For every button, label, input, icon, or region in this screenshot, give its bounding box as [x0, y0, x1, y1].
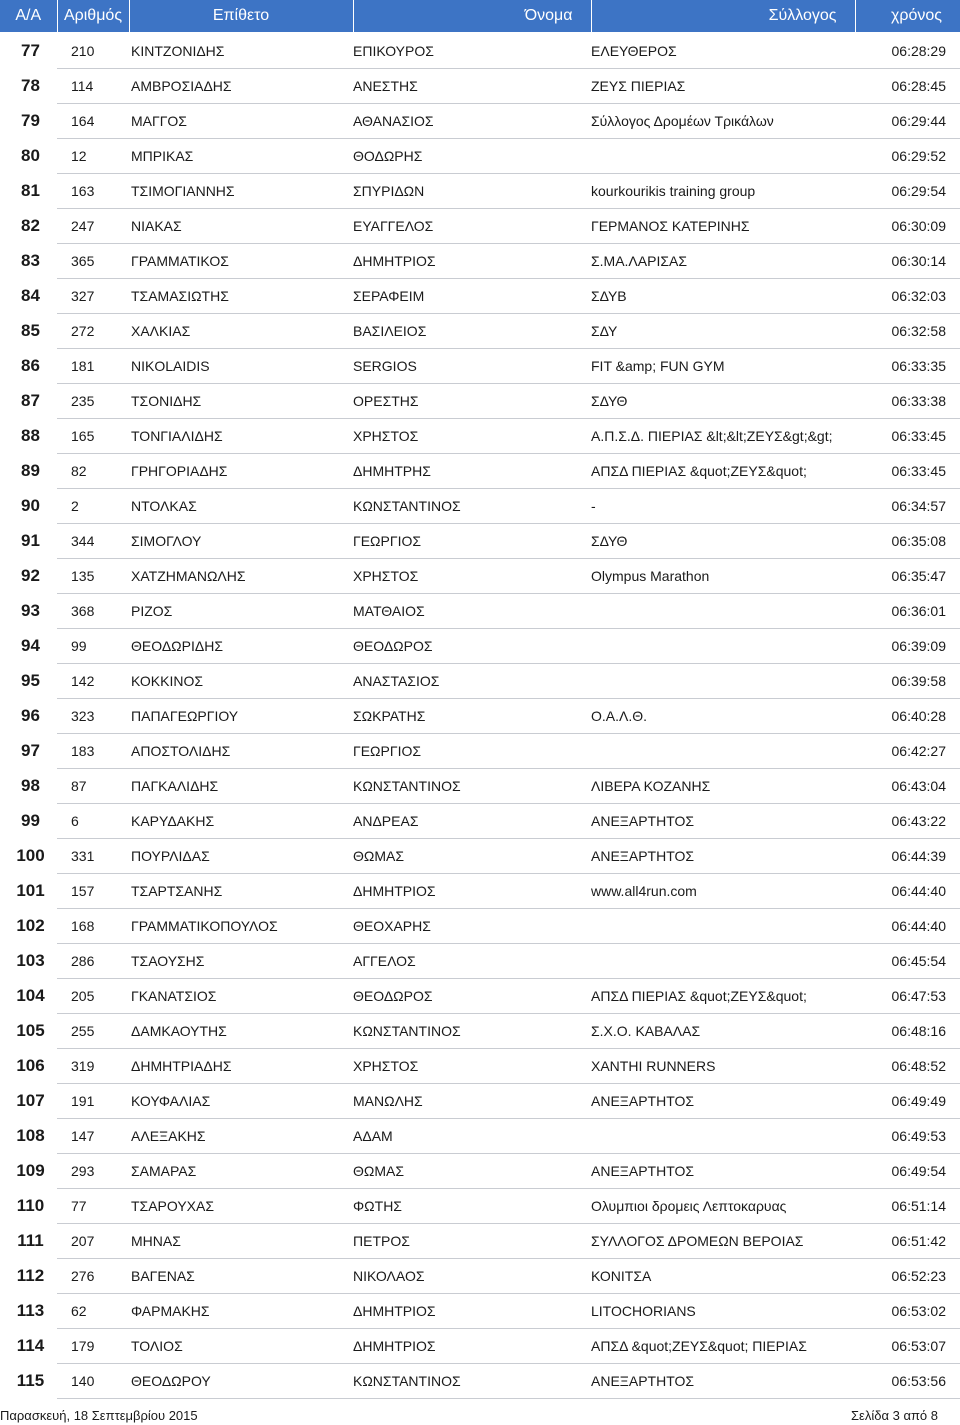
cell-firstname: ΑΝΑΣΤΑΣΙΟΣ — [353, 664, 591, 699]
cell-finish-time: 06:39:09 — [855, 629, 960, 664]
cell-bib-number: 135 — [57, 559, 129, 594]
table-row — [0, 454, 960, 489]
cell-club: FIT &amp; FUN GYM — [591, 349, 855, 384]
cell-bib-number: 272 — [57, 314, 129, 349]
table-row — [0, 349, 960, 384]
cell-surname: ΘΕΟΔΩΡΟΥ — [129, 1364, 353, 1399]
cell-surname: ΝΤΟΛΚΑΣ — [129, 489, 353, 524]
header-row — [0, 0, 960, 32]
cell-position: 81 — [21, 181, 40, 200]
table-row — [0, 104, 960, 139]
cell-position: 100 — [16, 846, 45, 865]
cell-club: Σ.Χ.Ο. ΚΑΒΑΛΑΣ — [591, 1014, 855, 1049]
cell-club: XANTHI RUNNERS — [591, 1049, 855, 1084]
table-row — [0, 944, 960, 979]
table-row — [0, 1294, 960, 1329]
cell-firstname: ΔΗΜΗΤΡΙΟΣ — [353, 874, 591, 909]
cell-finish-time: 06:44:40 — [855, 874, 960, 909]
col-header-bib-number: Αριθμός — [57, 0, 129, 32]
cell-bib-number: 344 — [57, 524, 129, 559]
cell-position: 111 — [17, 1231, 44, 1250]
cell-finish-time: 06:51:14 — [855, 1189, 960, 1224]
table-row — [0, 69, 960, 104]
cell-finish-time: 06:33:45 — [855, 419, 960, 454]
cell-club — [591, 1119, 855, 1154]
cell-club: Σ.ΜΑ.ΛΑΡΙΣΑΣ — [591, 244, 855, 279]
cell-bib-number: 2 — [57, 489, 129, 524]
cell-finish-time: 06:30:09 — [855, 209, 960, 244]
cell-finish-time: 06:32:58 — [855, 314, 960, 349]
cell-finish-time: 06:33:38 — [855, 384, 960, 419]
cell-club: ΚΟΝΙΤΣΑ — [591, 1259, 855, 1294]
table-row — [0, 699, 960, 734]
cell-surname: ΑΜΒΡΟΣΙΑΔΗΣ — [129, 69, 353, 104]
cell-position: 85 — [21, 321, 40, 340]
cell-finish-time: 06:53:56 — [855, 1364, 960, 1399]
cell-club: ΑΝΕΞΑΡΤΗΤΟΣ — [591, 839, 855, 874]
cell-firstname: ΘΕΟΔΩΡΟΣ — [353, 629, 591, 664]
cell-firstname: ΒΑΣΙΛΕΙΟΣ — [353, 314, 591, 349]
cell-club: ΖΕΥΣ ΠΙΕΡΙΑΣ — [591, 69, 855, 104]
cell-position: 102 — [16, 916, 45, 935]
cell-finish-time: 06:34:57 — [855, 489, 960, 524]
cell-firstname: ΠΕΤΡΟΣ — [353, 1224, 591, 1259]
table-row — [0, 1224, 960, 1259]
cell-finish-time: 06:48:16 — [855, 1014, 960, 1049]
cell-finish-time: 06:43:22 — [855, 804, 960, 839]
cell-firstname: ΔΗΜΗΤΡΙΟΣ — [353, 1329, 591, 1364]
cell-position: 94 — [21, 636, 40, 655]
table-row — [0, 1049, 960, 1084]
cell-bib-number: 255 — [57, 1014, 129, 1049]
cell-position: 110 — [16, 1196, 45, 1215]
cell-firstname: ΑΓΓΕΛΟΣ — [353, 944, 591, 979]
cell-club: ΑΝΕΞΑΡΤΗΤΟΣ — [591, 1084, 855, 1119]
cell-finish-time: 06:32:03 — [855, 279, 960, 314]
table-row — [0, 734, 960, 769]
cell-club — [591, 664, 855, 699]
table-row — [0, 244, 960, 279]
cell-surname: ΤΣΑΡΤΣΑΝΗΣ — [129, 874, 353, 909]
cell-surname: ΤΟΛΙΟΣ — [129, 1329, 353, 1364]
table-row — [0, 489, 960, 524]
cell-finish-time: 06:49:49 — [855, 1084, 960, 1119]
cell-finish-time: 06:30:14 — [855, 244, 960, 279]
cell-position: 80 — [21, 146, 40, 165]
cell-finish-time: 06:42:27 — [855, 734, 960, 769]
cell-firstname: ΑΝΔΡΕΑΣ — [353, 804, 591, 839]
cell-bib-number: 179 — [57, 1329, 129, 1364]
cell-surname: ΤΟΝΓΙΑΛΙΔΗΣ — [129, 419, 353, 454]
cell-finish-time: 06:53:07 — [855, 1329, 960, 1364]
cell-bib-number: 140 — [57, 1364, 129, 1399]
cell-firstname: ΔΗΜΗΤΡΗΣ — [353, 454, 591, 489]
cell-surname: ΧΑΛΚΙΑΣ — [129, 314, 353, 349]
cell-firstname: ΑΘΑΝΑΣΙΟΣ — [353, 104, 591, 139]
table-row — [0, 279, 960, 314]
cell-firstname: ΘΟΔΩΡΗΣ — [353, 139, 591, 174]
table-row — [0, 594, 960, 629]
cell-finish-time: 06:40:28 — [855, 699, 960, 734]
cell-position: 91 — [21, 531, 40, 550]
cell-position: 103 — [16, 951, 45, 970]
table-row — [0, 1259, 960, 1294]
table-row — [0, 384, 960, 419]
cell-surname: ΤΣΑΡΟΥΧΑΣ — [129, 1189, 353, 1224]
cell-surname: ΣΙΜΟΓΛΟΥ — [129, 524, 353, 559]
cell-position: 114 — [16, 1336, 45, 1355]
cell-club: ΣΔΥΒ — [591, 279, 855, 314]
cell-position: 98 — [21, 776, 40, 795]
cell-finish-time: 06:47:53 — [855, 979, 960, 1014]
cell-club: ΑΝΕΞΑΡΤΗΤΟΣ — [591, 1154, 855, 1189]
cell-bib-number: 365 — [57, 244, 129, 279]
cell-surname: ΧΑΤΖΗΜΑΝΩΛΗΣ — [129, 559, 353, 594]
cell-bib-number: 207 — [57, 1224, 129, 1259]
cell-finish-time: 06:29:54 — [855, 174, 960, 209]
table-row — [0, 174, 960, 209]
cell-club: kourkourikis training group — [591, 174, 855, 209]
cell-bib-number: 62 — [57, 1294, 129, 1329]
cell-firstname: ΘΩΜΑΣ — [353, 1154, 591, 1189]
cell-surname: ΚΙΝΤΖΟΝΙΔΗΣ — [129, 34, 353, 69]
cell-firstname: ΔΗΜΗΤΡΙΟΣ — [353, 1294, 591, 1329]
cell-finish-time: 06:29:52 — [855, 139, 960, 174]
cell-surname: ΑΠΟΣΤΟΛΙΔΗΣ — [129, 734, 353, 769]
cell-position: 108 — [16, 1126, 45, 1145]
cell-club: Ολυμπιοι δρομεις Λεπτοκαρυας — [591, 1189, 855, 1224]
cell-bib-number: 157 — [57, 874, 129, 909]
cell-firstname: ΚΩΝΣΤΑΝΤΙΝΟΣ — [353, 1364, 591, 1399]
cell-surname: ΝΙΑΚΑΣ — [129, 209, 353, 244]
cell-bib-number: 276 — [57, 1259, 129, 1294]
cell-position: 89 — [21, 461, 40, 480]
table-row — [0, 1329, 960, 1364]
cell-club: ΑΝΕΞΑΡΤΗΤΟΣ — [591, 1364, 855, 1399]
cell-surname: ΚΟΥΦΑΛΙΑΣ — [129, 1084, 353, 1119]
cell-firstname: ΜΑΝΩΛΗΣ — [353, 1084, 591, 1119]
cell-club — [591, 944, 855, 979]
cell-position: 78 — [21, 76, 40, 95]
cell-finish-time: 06:35:47 — [855, 559, 960, 594]
cell-club: Α.Π.Σ.Δ. ΠΙΕΡΙΑΣ &lt;&lt;ΖΕΥΣ&gt;&gt; — [591, 419, 855, 454]
cell-finish-time: 06:28:29 — [855, 34, 960, 69]
cell-bib-number: 210 — [57, 34, 129, 69]
cell-firstname: ΟΡΕΣΤΗΣ — [353, 384, 591, 419]
cell-bib-number: 247 — [57, 209, 129, 244]
cell-firstname: ΘΩΜΑΣ — [353, 839, 591, 874]
cell-surname: ΔΗΜΗΤΡΙΑΔΗΣ — [129, 1049, 353, 1084]
cell-position: 106 — [16, 1056, 45, 1075]
cell-surname: ΤΣΙΜΟΓΙΑΝΝΗΣ — [129, 174, 353, 209]
table-row — [0, 314, 960, 349]
table-row — [0, 559, 960, 594]
cell-firstname: ΣΕΡΑΦΕΙΜ — [353, 279, 591, 314]
cell-bib-number: 327 — [57, 279, 129, 314]
table-row — [0, 629, 960, 664]
cell-bib-number: 319 — [57, 1049, 129, 1084]
cell-firstname: ΔΗΜΗΤΡΙΟΣ — [353, 244, 591, 279]
cell-firstname: ΜΑΤΘΑΙΟΣ — [353, 594, 591, 629]
cell-position: 92 — [21, 566, 40, 585]
cell-club: ΣΥΛΛΟΓΟΣ ΔΡΟΜΕΩΝ ΒΕΡΟΙΑΣ — [591, 1224, 855, 1259]
cell-firstname: ΕΠΙΚΟΥΡΟΣ — [353, 34, 591, 69]
cell-surname: ΜΠΡΙΚΑΣ — [129, 139, 353, 174]
cell-club: ΣΔΥ — [591, 314, 855, 349]
cell-surname: ΘΕΟΔΩΡΙΔΗΣ — [129, 629, 353, 664]
cell-firstname: ΘΕΟΧΑΡΗΣ — [353, 909, 591, 944]
table-row — [0, 1364, 960, 1399]
cell-firstname: SERGIOS — [353, 349, 591, 384]
cell-firstname: ΓΕΩΡΓΙΟΣ — [353, 734, 591, 769]
cell-bib-number: 235 — [57, 384, 129, 419]
table-row — [0, 874, 960, 909]
cell-finish-time: 06:44:40 — [855, 909, 960, 944]
cell-bib-number: 368 — [57, 594, 129, 629]
cell-position: 87 — [21, 391, 40, 410]
cell-bib-number: 181 — [57, 349, 129, 384]
cell-position: 96 — [21, 706, 40, 725]
col-header-position: Α/Α — [0, 0, 57, 32]
col-header-club: Σύλλογος — [591, 0, 855, 32]
cell-firstname: ΧΡΗΣΤΟΣ — [353, 1049, 591, 1084]
cell-surname: ΠΟΥΡΛΙΔΑΣ — [129, 839, 353, 874]
cell-firstname: ΘΕΟΔΩΡΟΣ — [353, 979, 591, 1014]
cell-surname: ΓΡΗΓΟΡΙΑΔΗΣ — [129, 454, 353, 489]
cell-bib-number: 191 — [57, 1084, 129, 1119]
cell-firstname: ΧΡΗΣΤΟΣ — [353, 559, 591, 594]
cell-firstname: ΚΩΝΣΤΑΝΤΙΝΟΣ — [353, 489, 591, 524]
cell-surname: ΓΡΑΜΜΑΤΙΚΟΣ — [129, 244, 353, 279]
cell-club: ΑΠΣΔ ΠΙΕΡΙΑΣ &quot;ΖΕΥΣ&quot; — [591, 454, 855, 489]
table-row — [0, 1119, 960, 1154]
footer-date: Παρασκευή, 18 Σεπτεμβρίου 2015 — [0, 1408, 198, 1423]
cell-club: LITOCHORIANS — [591, 1294, 855, 1329]
cell-bib-number: 183 — [57, 734, 129, 769]
cell-bib-number: 164 — [57, 104, 129, 139]
cell-bib-number: 293 — [57, 1154, 129, 1189]
cell-surname: ΡΙΖΟΣ — [129, 594, 353, 629]
cell-finish-time: 06:33:45 — [855, 454, 960, 489]
cell-position: 101 — [16, 881, 45, 900]
cell-surname: ΦΑΡΜΑΚΗΣ — [129, 1294, 353, 1329]
cell-firstname: ΧΡΗΣΤΟΣ — [353, 419, 591, 454]
table-row — [0, 909, 960, 944]
cell-finish-time: 06:36:01 — [855, 594, 960, 629]
cell-finish-time: 06:43:04 — [855, 769, 960, 804]
cell-surname: ΓΚΑΝΑΤΣΙΟΣ — [129, 979, 353, 1014]
cell-club — [591, 139, 855, 174]
cell-finish-time: 06:49:54 — [855, 1154, 960, 1189]
cell-club: ΣΔΥΘ — [591, 524, 855, 559]
cell-bib-number: 205 — [57, 979, 129, 1014]
cell-bib-number: 6 — [57, 804, 129, 839]
cell-finish-time: 06:49:53 — [855, 1119, 960, 1154]
cell-finish-time: 06:35:08 — [855, 524, 960, 559]
cell-firstname: ΑΝΕΣΤΗΣ — [353, 69, 591, 104]
cell-position: 88 — [21, 426, 40, 445]
table-row — [0, 1154, 960, 1189]
cell-finish-time: 06:51:42 — [855, 1224, 960, 1259]
cell-club: Ο.Α.Λ.Θ. — [591, 699, 855, 734]
cell-surname: ΣΑΜΑΡΑΣ — [129, 1154, 353, 1189]
table-row — [0, 1189, 960, 1224]
cell-bib-number: 12 — [57, 139, 129, 174]
cell-club — [591, 594, 855, 629]
cell-firstname: ΓΕΩΡΓΙΟΣ — [353, 524, 591, 559]
cell-bib-number: 147 — [57, 1119, 129, 1154]
cell-position: 99 — [21, 811, 40, 830]
cell-position: 113 — [16, 1301, 45, 1320]
cell-position: 107 — [16, 1091, 45, 1110]
cell-club: ΓΕΡΜΑΝΟΣ ΚΑΤΕΡΙΝΗΣ — [591, 209, 855, 244]
cell-position: 112 — [16, 1266, 45, 1285]
cell-position: 79 — [21, 111, 40, 130]
cell-finish-time: 06:48:52 — [855, 1049, 960, 1084]
cell-surname: ΓΡΑΜΜΑΤΙΚΟΠΟΥΛΟΣ — [129, 909, 353, 944]
table-row — [0, 1014, 960, 1049]
cell-club: ΕΛΕΥΘΕΡΟΣ — [591, 34, 855, 69]
cell-finish-time: 06:29:44 — [855, 104, 960, 139]
cell-firstname: ΑΔΑΜ — [353, 1119, 591, 1154]
cell-club: ΑΠΣΔ ΠΙΕΡΙΑΣ &quot;ΖΕΥΣ&quot; — [591, 979, 855, 1014]
cell-firstname: ΚΩΝΣΤΑΝΤΙΝΟΣ — [353, 1014, 591, 1049]
cell-surname: ΤΣΑΜΑΣΙΩΤΗΣ — [129, 279, 353, 314]
cell-firstname: ΚΩΝΣΤΑΝΤΙΝΟΣ — [353, 769, 591, 804]
cell-surname: ΠΑΠΑΓΕΩΡΓΙΟΥ — [129, 699, 353, 734]
cell-finish-time: 06:39:58 — [855, 664, 960, 699]
results-body — [0, 34, 960, 1399]
cell-firstname: ΕΥΑΓΓΕΛΟΣ — [353, 209, 591, 244]
cell-position: 93 — [21, 601, 40, 620]
cell-club: ΣΔΥΘ — [591, 384, 855, 419]
cell-bib-number: 163 — [57, 174, 129, 209]
table-row — [0, 209, 960, 244]
cell-club: ΛΙΒΕΡΑ ΚΟΖΑΝΗΣ — [591, 769, 855, 804]
cell-surname: ΜΑΓΓΟΣ — [129, 104, 353, 139]
cell-position: 84 — [21, 286, 40, 305]
cell-club: Σύλλογος Δρομέων Τρικάλων — [591, 104, 855, 139]
footer-page-number: Σελίδα 3 από 8 — [851, 1408, 938, 1423]
cell-surname: ΤΣΑΟΥΣΗΣ — [129, 944, 353, 979]
cell-bib-number: 142 — [57, 664, 129, 699]
cell-position: 105 — [16, 1021, 45, 1040]
table-row — [0, 524, 960, 559]
cell-surname: ΜΗΝΑΣ — [129, 1224, 353, 1259]
cell-club: ΑΠΣΔ &quot;ΖΕΥΣ&quot; ΠΙΕΡΙΑΣ — [591, 1329, 855, 1364]
cell-bib-number: 99 — [57, 629, 129, 664]
cell-finish-time: 06:53:02 — [855, 1294, 960, 1329]
cell-club — [591, 629, 855, 664]
cell-position: 97 — [21, 741, 40, 760]
cell-bib-number: 323 — [57, 699, 129, 734]
table-row — [0, 419, 960, 454]
cell-bib-number: 165 — [57, 419, 129, 454]
cell-position: 82 — [21, 216, 40, 235]
cell-firstname: ΣΠΥΡΙΔΩΝ — [353, 174, 591, 209]
cell-finish-time: 06:28:45 — [855, 69, 960, 104]
cell-finish-time: 06:44:39 — [855, 839, 960, 874]
cell-finish-time: 06:45:54 — [855, 944, 960, 979]
cell-surname: ΔΑΜΚΑΟΥΤΗΣ — [129, 1014, 353, 1049]
table-row — [0, 839, 960, 874]
cell-bib-number: 286 — [57, 944, 129, 979]
cell-position: 109 — [16, 1161, 45, 1180]
cell-club: - — [591, 489, 855, 524]
cell-surname: NIKOLAIDIS — [129, 349, 353, 384]
table-row — [0, 804, 960, 839]
cell-position: 115 — [16, 1371, 45, 1390]
cell-surname: ΑΛΕΞΑΚΗΣ — [129, 1119, 353, 1154]
cell-position: 104 — [16, 986, 45, 1005]
cell-finish-time: 06:52:23 — [855, 1259, 960, 1294]
cell-firstname: ΝΙΚΟΛΑΟΣ — [353, 1259, 591, 1294]
table-row — [0, 664, 960, 699]
cell-bib-number: 114 — [57, 69, 129, 104]
cell-bib-number: 168 — [57, 909, 129, 944]
cell-club — [591, 909, 855, 944]
cell-position: 83 — [21, 251, 40, 270]
cell-surname: ΚΑΡΥΔΑΚΗΣ — [129, 804, 353, 839]
col-header-firstname: Όνομα — [353, 0, 591, 32]
cell-bib-number: 87 — [57, 769, 129, 804]
cell-finish-time: 06:33:35 — [855, 349, 960, 384]
table-row — [0, 139, 960, 174]
cell-position: 86 — [21, 356, 40, 375]
cell-club: www.all4run.com — [591, 874, 855, 909]
cell-position: 95 — [21, 671, 40, 690]
cell-club — [591, 734, 855, 769]
cell-surname: ΚΟΚΚΙΝΟΣ — [129, 664, 353, 699]
cell-surname: ΤΣΟΝΙΔΗΣ — [129, 384, 353, 419]
table-row — [0, 769, 960, 804]
cell-club: Olympus Marathon — [591, 559, 855, 594]
table-row — [0, 34, 960, 69]
col-header-surname: Επίθετο — [129, 0, 353, 32]
col-header-time: χρόνος — [855, 0, 960, 32]
cell-bib-number: 331 — [57, 839, 129, 874]
cell-surname: ΒΑΓΕΝΑΣ — [129, 1259, 353, 1294]
table-row — [0, 979, 960, 1014]
cell-bib-number: 82 — [57, 454, 129, 489]
cell-firstname: ΦΩΤΗΣ — [353, 1189, 591, 1224]
cell-position: 77 — [21, 41, 40, 61]
cell-firstname: ΣΩΚΡΑΤΗΣ — [353, 699, 591, 734]
cell-position: 90 — [21, 496, 40, 515]
cell-surname: ΠΑΓΚΑΛΙΔΗΣ — [129, 769, 353, 804]
cell-bib-number: 77 — [57, 1189, 129, 1224]
table-row — [0, 1084, 960, 1119]
cell-club: ΑΝΕΞΑΡΤΗΤΟΣ — [591, 804, 855, 839]
